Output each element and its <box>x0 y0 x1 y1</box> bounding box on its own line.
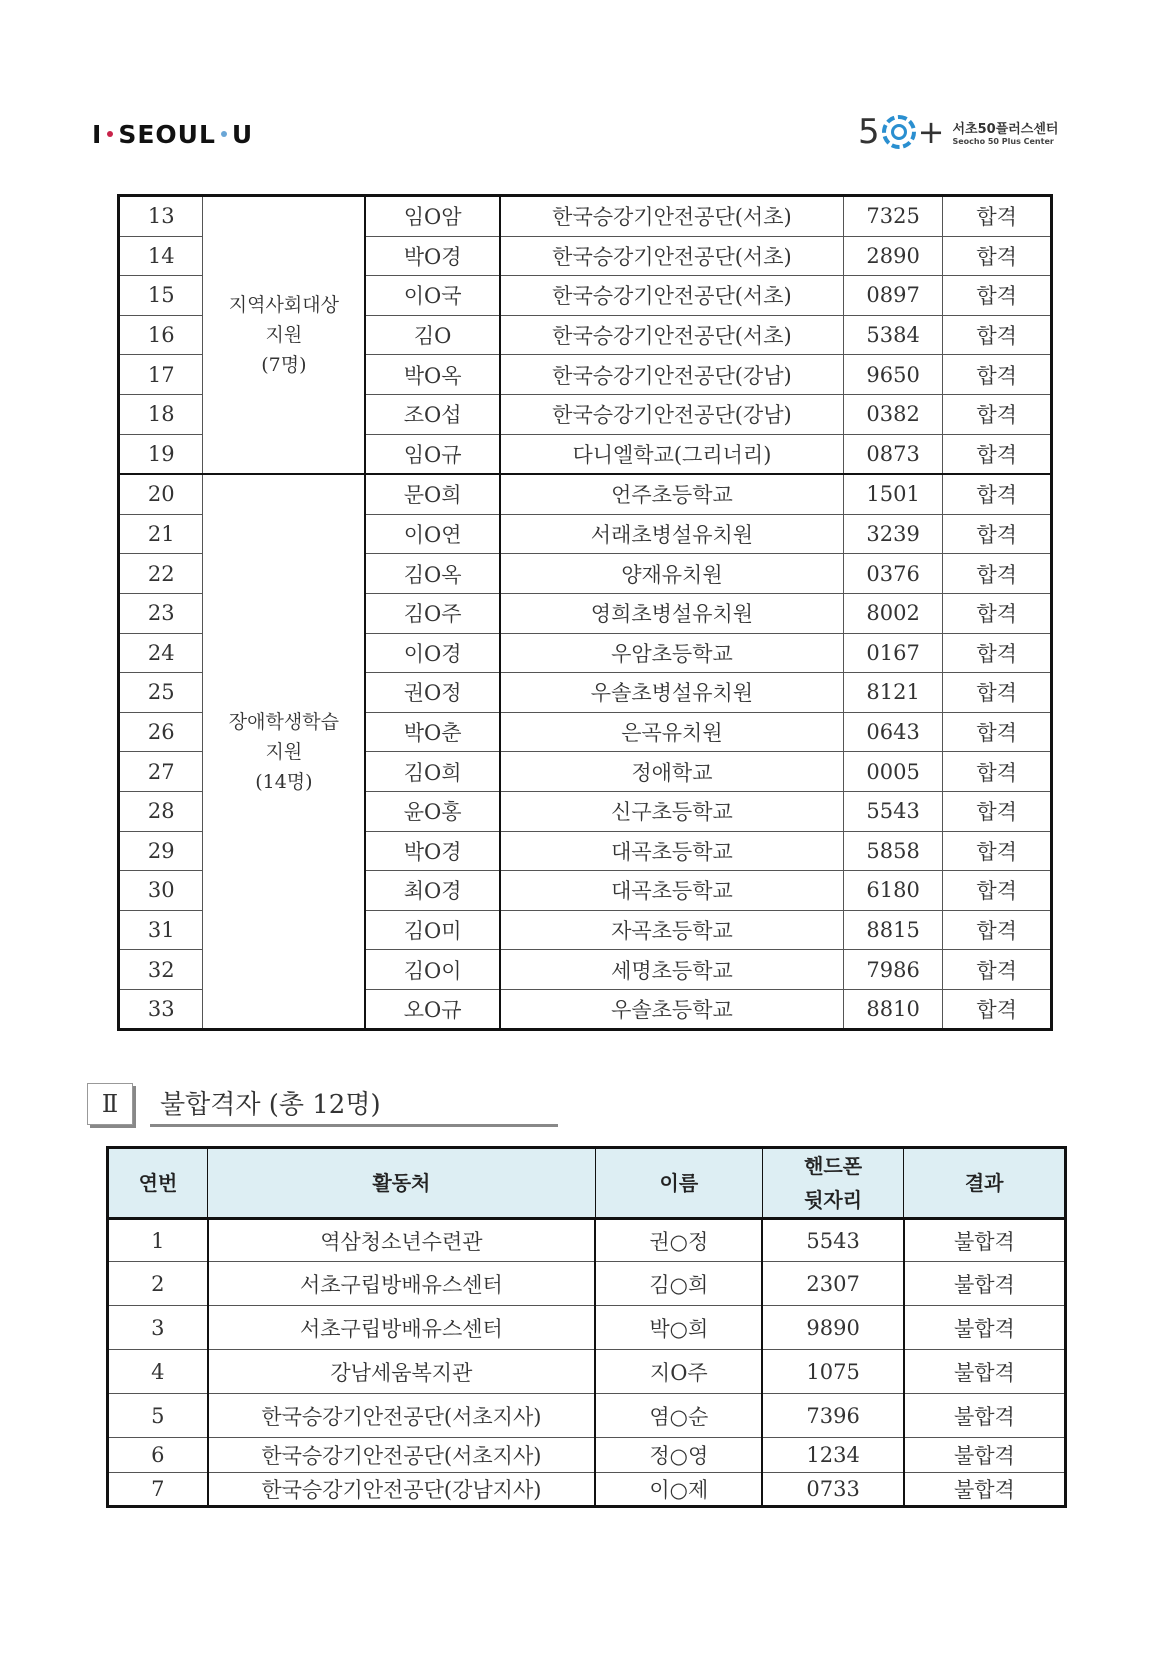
cell-no: 4 <box>108 1350 208 1394</box>
table-row <box>119 196 1052 237</box>
cell-phone: 7325 <box>843 196 943 237</box>
category-line: 지역사회대상 <box>228 294 339 317</box>
cell-no: 19 <box>119 434 203 474</box>
table-row <box>108 1438 1066 1473</box>
cell-no: 29 <box>119 831 203 871</box>
cell-org: 대곡초등학교 <box>500 871 843 911</box>
cell-phone: 3239 <box>843 514 943 554</box>
cell-name: 조O섭 <box>365 394 500 434</box>
cell-org: 한국승강기안전공단(강남) <box>500 394 843 434</box>
header-phone-line1: 핸드폰 <box>804 1154 863 1178</box>
logo-text-u: U <box>231 119 254 149</box>
i-seoul-u-logo <box>92 116 253 152</box>
cell-result: 합격 <box>943 910 1052 950</box>
cell-result: 합격 <box>943 514 1052 554</box>
header-no: 연번 <box>108 1148 208 1219</box>
cell-result: 불합격 <box>904 1219 1066 1262</box>
cell-org: 양재유치원 <box>500 554 843 594</box>
cell-no: 26 <box>119 712 203 752</box>
cell-phone: 5858 <box>843 831 943 871</box>
cell-result: 합격 <box>943 593 1052 633</box>
cell-no: 23 <box>119 593 203 633</box>
cell-name: 염○순 <box>595 1394 762 1438</box>
cell-result: 합격 <box>943 474 1052 514</box>
cell-org: 한국승강기안전공단(서초지사) <box>208 1438 596 1473</box>
logo-red-dot-icon <box>107 131 113 137</box>
cell-result: 합격 <box>943 950 1052 990</box>
failed-table-body <box>108 1219 1066 1507</box>
cell-result: 불합격 <box>904 1262 1066 1306</box>
cell-org: 한국승강기안전공단(서초) <box>500 196 843 237</box>
cell-no: 15 <box>119 276 203 316</box>
cell-phone: 8002 <box>843 593 943 633</box>
cell-phone: 0005 <box>843 752 943 792</box>
cell-name: 박O경 <box>365 236 500 276</box>
cell-phone: 0382 <box>843 394 943 434</box>
cell-result: 합격 <box>943 633 1052 673</box>
logo-text-seoul: SEOUL <box>118 119 216 149</box>
section-title: 불합격자 (총 12명) <box>160 1090 381 1120</box>
cell-name: 이○제 <box>595 1473 762 1507</box>
cell-org: 한국승강기안전공단(강남지사) <box>208 1473 596 1507</box>
cell-org: 세명초등학교 <box>500 950 843 990</box>
cell-no: 33 <box>119 989 203 1030</box>
cell-name: 박○희 <box>595 1306 762 1350</box>
cell-org: 영희초병설유치원 <box>500 593 843 633</box>
cell-name: 권○정 <box>595 1219 762 1262</box>
cell-name: 이O연 <box>365 514 500 554</box>
cell-result: 합격 <box>943 989 1052 1030</box>
cell-name: 지O주 <box>595 1350 762 1394</box>
cell-no: 24 <box>119 633 203 673</box>
cell-name: 권O정 <box>365 673 500 713</box>
cell-org: 우솔초병설유치원 <box>500 673 843 713</box>
category-line: (14명) <box>255 770 313 793</box>
cell-result: 합격 <box>943 276 1052 316</box>
cell-result: 합격 <box>943 752 1052 792</box>
cell-phone: 7396 <box>762 1394 903 1438</box>
cell-phone: 6180 <box>843 871 943 911</box>
cell-name: 김O미 <box>365 910 500 950</box>
cell-phone: 0376 <box>843 554 943 594</box>
cell-org: 한국승강기안전공단(서초) <box>500 315 843 355</box>
cell-result: 합격 <box>943 315 1052 355</box>
header-org: 활동처 <box>208 1148 596 1219</box>
logo-name-en: Seocho 50 Plus Center <box>952 137 1054 146</box>
cell-no: 28 <box>119 791 203 831</box>
cell-no: 6 <box>108 1438 208 1473</box>
cell-no: 1 <box>108 1219 208 1262</box>
cell-name: 임O암 <box>365 196 500 237</box>
cell-name: 임O규 <box>365 434 500 474</box>
cell-no: 3 <box>108 1306 208 1350</box>
cell-org: 대곡초등학교 <box>500 831 843 871</box>
cell-phone: 0873 <box>843 434 943 474</box>
section-numeral: Ⅱ <box>101 1090 119 1118</box>
cell-phone: 5543 <box>762 1219 903 1262</box>
cell-phone: 0897 <box>843 276 943 316</box>
cell-phone: 0643 <box>843 712 943 752</box>
cell-phone: 8121 <box>843 673 943 713</box>
cell-result: 합격 <box>943 434 1052 474</box>
cell-result: 합격 <box>943 394 1052 434</box>
cell-result: 불합격 <box>904 1350 1066 1394</box>
cell-result: 합격 <box>943 831 1052 871</box>
cell-org: 한국승강기안전공단(강남) <box>500 355 843 395</box>
cell-org: 역삼청소년수련관 <box>208 1219 596 1262</box>
cell-no: 32 <box>119 950 203 990</box>
cell-org: 한국승강기안전공단(서초) <box>500 276 843 316</box>
category-line: 장애학생학습 <box>228 710 339 733</box>
logo-text-i: I <box>92 119 103 149</box>
cell-no: 18 <box>119 394 203 434</box>
category-line: (7명) <box>261 354 307 377</box>
cell-no: 7 <box>108 1473 208 1507</box>
cell-name: 박O경 <box>365 831 500 871</box>
cell-phone: 2307 <box>762 1262 903 1306</box>
header-phone-line2: 뒷자리 <box>804 1188 863 1212</box>
cell-name: 이O경 <box>365 633 500 673</box>
cell-name: 김○희 <box>595 1262 762 1306</box>
cell-category <box>203 196 365 475</box>
cell-name: 이O국 <box>365 276 500 316</box>
cell-name: 김O <box>365 315 500 355</box>
cell-no: 2 <box>108 1262 208 1306</box>
cell-name: 최O경 <box>365 871 500 911</box>
table-row <box>108 1219 1066 1262</box>
section-number-box <box>87 1083 133 1125</box>
section-title-underline <box>150 1124 558 1127</box>
header-result: 결과 <box>904 1148 1066 1219</box>
cell-name: 문O희 <box>365 474 500 514</box>
header-name: 이름 <box>595 1148 762 1219</box>
cell-result: 불합격 <box>904 1394 1066 1438</box>
table-row <box>108 1306 1066 1350</box>
cell-result: 불합격 <box>904 1473 1066 1507</box>
cell-org: 자곡초등학교 <box>500 910 843 950</box>
cell-no: 16 <box>119 315 203 355</box>
cell-phone: 9650 <box>843 355 943 395</box>
cell-phone: 5543 <box>843 791 943 831</box>
cell-org: 신구초등학교 <box>500 791 843 831</box>
logo-ring-icon <box>882 115 916 149</box>
cell-phone: 9890 <box>762 1306 903 1350</box>
table-row <box>108 1473 1066 1507</box>
cell-name: 김O주 <box>365 593 500 633</box>
cell-phone: 0167 <box>843 633 943 673</box>
cell-no: 21 <box>119 514 203 554</box>
cell-phone: 1075 <box>762 1350 903 1394</box>
cell-org: 서래초병설유치원 <box>500 514 843 554</box>
failed-table <box>106 1146 1067 1508</box>
passed-table <box>117 194 1053 1031</box>
cell-no: 17 <box>119 355 203 395</box>
logo-ring-inner-icon <box>891 124 907 140</box>
cell-result: 불합격 <box>904 1306 1066 1350</box>
logo-blue-dot-icon <box>221 131 227 137</box>
cell-phone: 7986 <box>843 950 943 990</box>
cell-org: 언주초등학교 <box>500 474 843 514</box>
cell-no: 14 <box>119 236 203 276</box>
logo-plus-icon: + <box>917 113 945 151</box>
cell-result: 합격 <box>943 554 1052 594</box>
category-line: 지원 <box>265 740 303 763</box>
cell-category <box>203 474 365 1030</box>
failed-table-header-row <box>108 1148 1066 1219</box>
cell-name: 김O희 <box>365 752 500 792</box>
cell-result: 합격 <box>943 791 1052 831</box>
cell-phone: 1234 <box>762 1438 903 1473</box>
cell-org: 서초구립방배유스센터 <box>208 1262 596 1306</box>
cell-org: 다니엘학교(그리너리) <box>500 434 843 474</box>
cell-result: 합격 <box>943 236 1052 276</box>
cell-org: 한국승강기안전공단(서초지사) <box>208 1394 596 1438</box>
header-phone <box>762 1148 903 1219</box>
table-row <box>108 1262 1066 1306</box>
cell-org: 우솔초등학교 <box>500 989 843 1030</box>
cell-name: 오O규 <box>365 989 500 1030</box>
cell-no: 30 <box>119 871 203 911</box>
cell-result: 합격 <box>943 673 1052 713</box>
cell-org: 서초구립방배유스센터 <box>208 1306 596 1350</box>
cell-org: 강남세움복지관 <box>208 1350 596 1394</box>
cell-no: 25 <box>119 673 203 713</box>
cell-name: 윤O홍 <box>365 791 500 831</box>
cell-no: 13 <box>119 196 203 237</box>
cell-result: 합격 <box>943 196 1052 237</box>
cell-phone: 0733 <box>762 1473 903 1507</box>
cell-no: 5 <box>108 1394 208 1438</box>
category-line: 지원 <box>265 324 303 347</box>
logo-name-ko: 서초50플러스센터 <box>952 122 1059 137</box>
cell-name: 김O이 <box>365 950 500 990</box>
cell-phone: 2890 <box>843 236 943 276</box>
cell-org: 우암초등학교 <box>500 633 843 673</box>
cell-name: 김O옥 <box>365 554 500 594</box>
cell-result: 불합격 <box>904 1438 1066 1473</box>
cell-org: 은곡유치원 <box>500 712 843 752</box>
cell-no: 20 <box>119 474 203 514</box>
seocho-50-plus-logo <box>858 110 1058 154</box>
table-row <box>119 474 1052 514</box>
cell-no: 31 <box>119 910 203 950</box>
cell-result: 합격 <box>943 871 1052 911</box>
cell-no: 27 <box>119 752 203 792</box>
cell-org: 정애학교 <box>500 752 843 792</box>
cell-no: 22 <box>119 554 203 594</box>
table-row <box>108 1394 1066 1438</box>
cell-name: 박O춘 <box>365 712 500 752</box>
cell-phone: 5384 <box>843 315 943 355</box>
cell-phone: 8815 <box>843 910 943 950</box>
cell-phone: 1501 <box>843 474 943 514</box>
cell-name: 정○영 <box>595 1438 762 1473</box>
logo-number-5: 5 <box>858 112 880 152</box>
cell-org: 한국승강기안전공단(서초) <box>500 236 843 276</box>
cell-result: 합격 <box>943 712 1052 752</box>
cell-name: 박O옥 <box>365 355 500 395</box>
cell-result: 합격 <box>943 355 1052 395</box>
table-row <box>108 1350 1066 1394</box>
logo-text <box>952 118 1058 146</box>
cell-phone: 8810 <box>843 989 943 1030</box>
passed-table-body <box>119 196 1052 1030</box>
